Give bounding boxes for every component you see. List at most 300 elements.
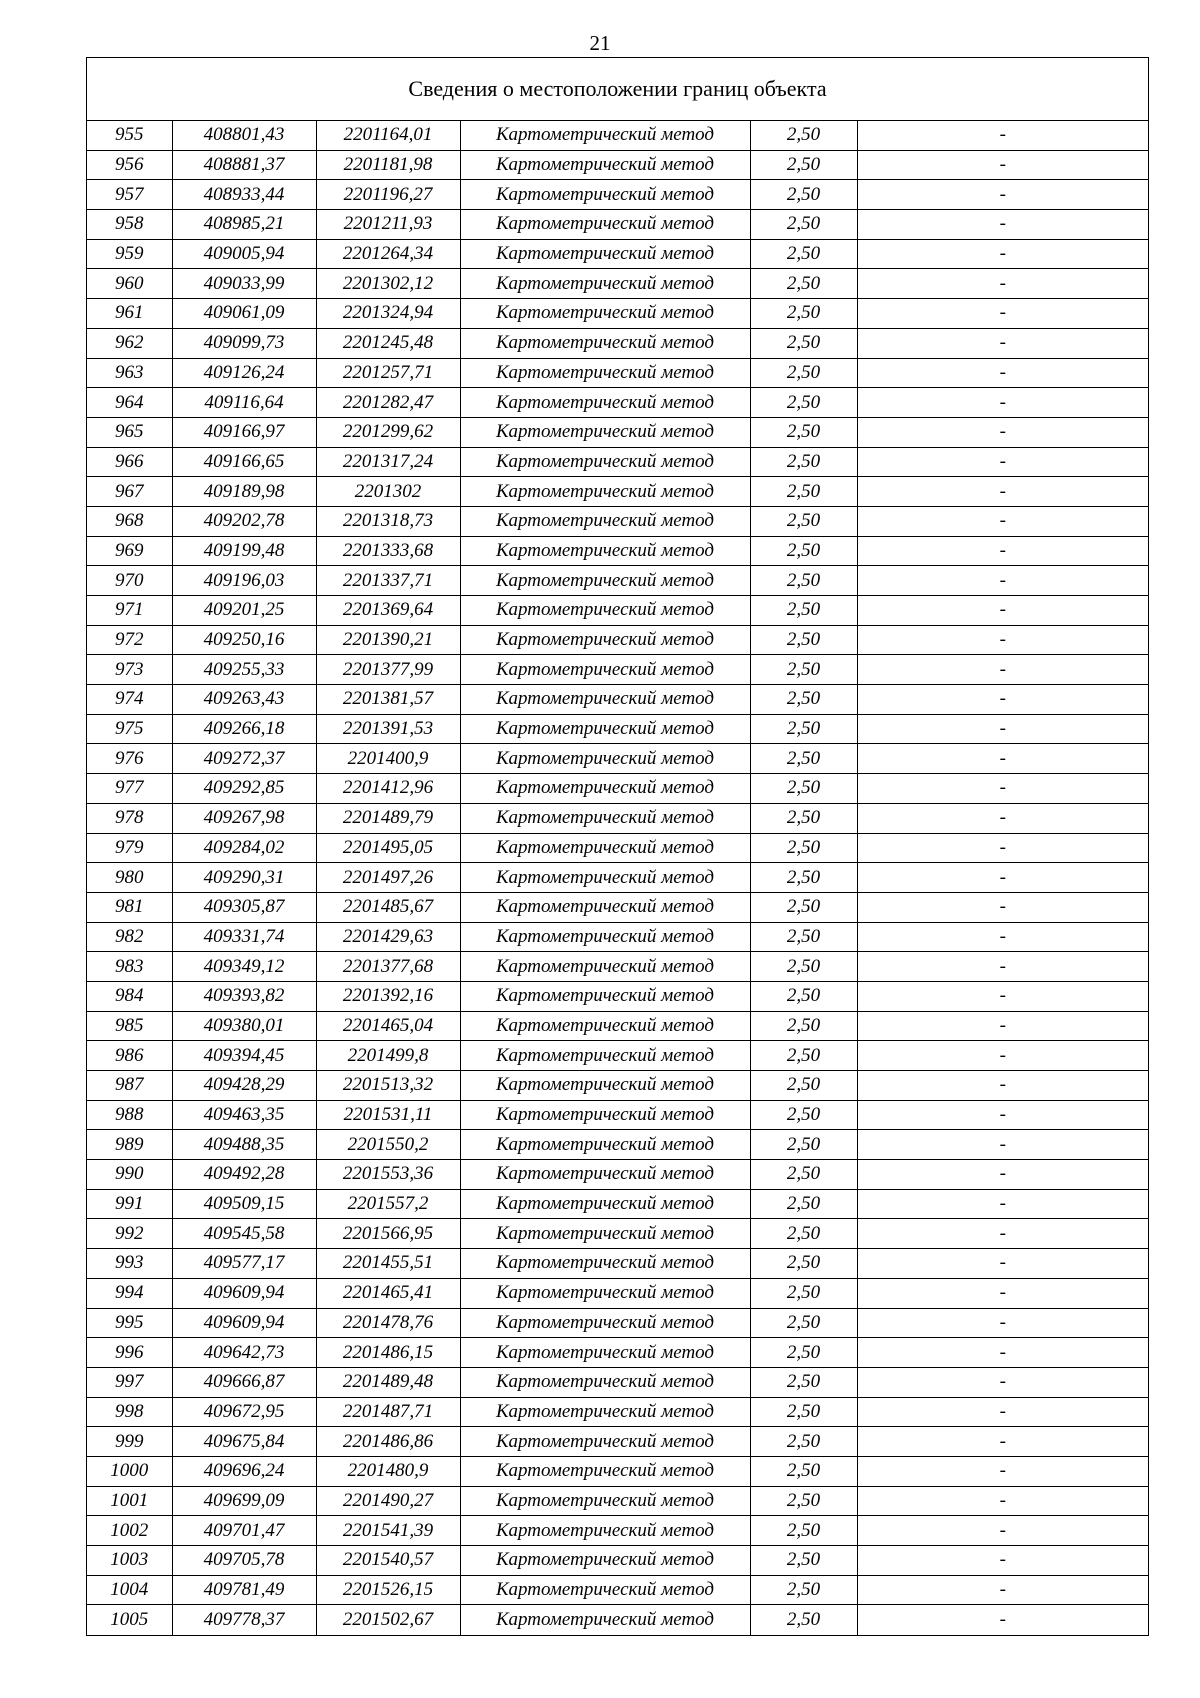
method-cell: Картометрический метод	[460, 150, 750, 180]
point-number-cell: 963	[87, 358, 172, 388]
point-number-cell: 980	[87, 863, 172, 893]
accuracy-cell: 2,50	[750, 981, 857, 1011]
x-coordinate-cell: 409696,24	[172, 1456, 316, 1486]
table-row	[87, 358, 1148, 388]
method-cell: Картометрический метод	[460, 388, 750, 418]
table-row	[87, 1189, 1148, 1219]
description-cell: -	[857, 1249, 1148, 1279]
boundary-table-frame	[86, 57, 1149, 1636]
table-row	[87, 1308, 1148, 1338]
table-row	[87, 952, 1148, 982]
y-coordinate-cell: 2201164,01	[316, 121, 460, 151]
description-cell: -	[857, 210, 1148, 240]
x-coordinate-cell: 409577,17	[172, 1249, 316, 1279]
method-cell: Картометрический метод	[460, 744, 750, 774]
table-row	[87, 269, 1148, 299]
accuracy-cell: 2,50	[750, 1427, 857, 1457]
y-coordinate-cell: 2201455,51	[316, 1249, 460, 1279]
description-cell: -	[857, 1189, 1148, 1219]
table-row	[87, 1278, 1148, 1308]
table-row	[87, 922, 1148, 952]
description-cell: -	[857, 1160, 1148, 1190]
table-row	[87, 1160, 1148, 1190]
x-coordinate-cell: 409005,94	[172, 239, 316, 269]
x-coordinate-cell: 409609,94	[172, 1278, 316, 1308]
point-number-cell: 955	[87, 121, 172, 151]
point-number-cell: 991	[87, 1189, 172, 1219]
y-coordinate-cell: 2201541,39	[316, 1516, 460, 1546]
x-coordinate-cell: 409393,82	[172, 981, 316, 1011]
x-coordinate-cell: 409705,78	[172, 1546, 316, 1576]
y-coordinate-cell: 2201566,95	[316, 1219, 460, 1249]
x-coordinate-cell: 409488,35	[172, 1130, 316, 1160]
point-number-cell: 995	[87, 1308, 172, 1338]
table-row	[87, 1605, 1148, 1635]
point-number-cell: 981	[87, 892, 172, 922]
point-number-cell: 990	[87, 1160, 172, 1190]
accuracy-cell: 2,50	[750, 685, 857, 715]
description-cell: -	[857, 863, 1148, 893]
table-row	[87, 180, 1148, 210]
point-number-cell: 1001	[87, 1486, 172, 1516]
table-body	[87, 121, 1148, 1635]
y-coordinate-cell: 2201485,67	[316, 892, 460, 922]
table-row	[87, 1041, 1148, 1071]
accuracy-cell: 2,50	[750, 596, 857, 626]
description-cell: -	[857, 1397, 1148, 1427]
point-number-cell: 983	[87, 952, 172, 982]
point-number-cell: 987	[87, 1071, 172, 1101]
y-coordinate-cell: 2201245,48	[316, 328, 460, 358]
accuracy-cell: 2,50	[750, 269, 857, 299]
accuracy-cell: 2,50	[750, 1130, 857, 1160]
description-cell: -	[857, 833, 1148, 863]
table-row	[87, 1456, 1148, 1486]
point-number-cell: 979	[87, 833, 172, 863]
method-cell: Картометрический метод	[460, 477, 750, 507]
y-coordinate-cell: 2201318,73	[316, 506, 460, 536]
accuracy-cell: 2,50	[750, 506, 857, 536]
table-row	[87, 536, 1148, 566]
x-coordinate-cell: 409675,84	[172, 1427, 316, 1457]
method-cell: Картометрический метод	[460, 1456, 750, 1486]
table-row	[87, 892, 1148, 922]
method-cell: Картометрический метод	[460, 1338, 750, 1368]
accuracy-cell: 2,50	[750, 1308, 857, 1338]
table-row	[87, 417, 1148, 447]
y-coordinate-cell: 2201486,86	[316, 1427, 460, 1457]
point-number-cell: 977	[87, 774, 172, 804]
y-coordinate-cell: 2201487,71	[316, 1397, 460, 1427]
table-row	[87, 744, 1148, 774]
x-coordinate-cell: 409166,97	[172, 417, 316, 447]
x-coordinate-cell: 409349,12	[172, 952, 316, 982]
description-cell: -	[857, 1516, 1148, 1546]
method-cell: Картометрический метод	[460, 239, 750, 269]
x-coordinate-cell: 409492,28	[172, 1160, 316, 1190]
table-row	[87, 655, 1148, 685]
description-cell: -	[857, 1041, 1148, 1071]
accuracy-cell: 2,50	[750, 536, 857, 566]
x-coordinate-cell: 409061,09	[172, 299, 316, 329]
y-coordinate-cell: 2201513,32	[316, 1071, 460, 1101]
accuracy-cell: 2,50	[750, 774, 857, 804]
point-number-cell: 967	[87, 477, 172, 507]
table-row	[87, 328, 1148, 358]
y-coordinate-cell: 2201391,53	[316, 714, 460, 744]
table-row	[87, 506, 1148, 536]
y-coordinate-cell: 2201282,47	[316, 388, 460, 418]
accuracy-cell: 2,50	[750, 447, 857, 477]
description-cell: -	[857, 358, 1148, 388]
accuracy-cell: 2,50	[750, 1249, 857, 1279]
x-coordinate-cell: 409463,35	[172, 1100, 316, 1130]
y-coordinate-cell: 2201302	[316, 477, 460, 507]
x-coordinate-cell: 409778,37	[172, 1605, 316, 1635]
y-coordinate-cell: 2201317,24	[316, 447, 460, 477]
method-cell: Картометрический метод	[460, 625, 750, 655]
table-row	[87, 1427, 1148, 1457]
method-cell: Картометрический метод	[460, 1605, 750, 1635]
accuracy-cell: 2,50	[750, 803, 857, 833]
description-cell: -	[857, 774, 1148, 804]
description-cell: -	[857, 566, 1148, 596]
table-row	[87, 1219, 1148, 1249]
description-cell: -	[857, 1367, 1148, 1397]
table-row	[87, 863, 1148, 893]
description-cell: -	[857, 1546, 1148, 1576]
description-cell: -	[857, 477, 1148, 507]
accuracy-cell: 2,50	[750, 121, 857, 151]
y-coordinate-cell: 2201211,93	[316, 210, 460, 240]
accuracy-cell: 2,50	[750, 1219, 857, 1249]
table-row	[87, 685, 1148, 715]
description-cell: -	[857, 596, 1148, 626]
accuracy-cell: 2,50	[750, 1160, 857, 1190]
table-row	[87, 625, 1148, 655]
table-row	[87, 1338, 1148, 1368]
y-coordinate-cell: 2201429,63	[316, 922, 460, 952]
point-number-cell: 993	[87, 1249, 172, 1279]
x-coordinate-cell: 409126,24	[172, 358, 316, 388]
y-coordinate-cell: 2201324,94	[316, 299, 460, 329]
table-row	[87, 477, 1148, 507]
method-cell: Картометрический метод	[460, 1516, 750, 1546]
description-cell: -	[857, 1456, 1148, 1486]
accuracy-cell: 2,50	[750, 1546, 857, 1576]
x-coordinate-cell: 409428,29	[172, 1071, 316, 1101]
accuracy-cell: 2,50	[750, 744, 857, 774]
description-cell: -	[857, 1100, 1148, 1130]
method-cell: Картометрический метод	[460, 1397, 750, 1427]
point-number-cell: 1004	[87, 1575, 172, 1605]
description-cell: -	[857, 892, 1148, 922]
y-coordinate-cell: 2201390,21	[316, 625, 460, 655]
table-row	[87, 1486, 1148, 1516]
description-cell: -	[857, 447, 1148, 477]
accuracy-cell: 2,50	[750, 1516, 857, 1546]
x-coordinate-cell: 409284,02	[172, 833, 316, 863]
method-cell: Картометрический метод	[460, 1100, 750, 1130]
accuracy-cell: 2,50	[750, 625, 857, 655]
accuracy-cell: 2,50	[750, 180, 857, 210]
description-cell: -	[857, 981, 1148, 1011]
method-cell: Картометрический метод	[460, 1367, 750, 1397]
x-coordinate-cell: 408933,44	[172, 180, 316, 210]
method-cell: Картометрический метод	[460, 1308, 750, 1338]
point-number-cell: 969	[87, 536, 172, 566]
description-cell: -	[857, 150, 1148, 180]
method-cell: Картометрический метод	[460, 1486, 750, 1516]
x-coordinate-cell: 408881,37	[172, 150, 316, 180]
table-row	[87, 150, 1148, 180]
x-coordinate-cell: 409290,31	[172, 863, 316, 893]
x-coordinate-cell: 409250,16	[172, 625, 316, 655]
y-coordinate-cell: 2201465,41	[316, 1278, 460, 1308]
description-cell: -	[857, 1338, 1148, 1368]
method-cell: Картометрический метод	[460, 328, 750, 358]
accuracy-cell: 2,50	[750, 1278, 857, 1308]
y-coordinate-cell: 2201480,9	[316, 1456, 460, 1486]
description-cell: -	[857, 1605, 1148, 1635]
method-cell: Картометрический метод	[460, 685, 750, 715]
method-cell: Картометрический метод	[460, 892, 750, 922]
y-coordinate-cell: 2201502,67	[316, 1605, 460, 1635]
x-coordinate-cell: 409099,73	[172, 328, 316, 358]
table-row	[87, 1546, 1148, 1576]
description-cell: -	[857, 506, 1148, 536]
y-coordinate-cell: 2201526,15	[316, 1575, 460, 1605]
point-number-cell: 959	[87, 239, 172, 269]
x-coordinate-cell: 409201,25	[172, 596, 316, 626]
method-cell: Картометрический метод	[460, 447, 750, 477]
x-coordinate-cell: 409267,98	[172, 803, 316, 833]
x-coordinate-cell: 409202,78	[172, 506, 316, 536]
point-number-cell: 975	[87, 714, 172, 744]
point-number-cell: 976	[87, 744, 172, 774]
description-cell: -	[857, 239, 1148, 269]
point-number-cell: 999	[87, 1427, 172, 1457]
table-row	[87, 774, 1148, 804]
method-cell: Картометрический метод	[460, 121, 750, 151]
accuracy-cell: 2,50	[750, 417, 857, 447]
y-coordinate-cell: 2201299,62	[316, 417, 460, 447]
accuracy-cell: 2,50	[750, 922, 857, 952]
x-coordinate-cell: 409701,47	[172, 1516, 316, 1546]
method-cell: Картометрический метод	[460, 1041, 750, 1071]
y-coordinate-cell: 2201557,2	[316, 1189, 460, 1219]
table-row	[87, 1397, 1148, 1427]
x-coordinate-cell: 409116,64	[172, 388, 316, 418]
accuracy-cell: 2,50	[750, 1367, 857, 1397]
description-cell: -	[857, 744, 1148, 774]
point-number-cell: 962	[87, 328, 172, 358]
point-number-cell: 968	[87, 506, 172, 536]
point-number-cell: 978	[87, 803, 172, 833]
accuracy-cell: 2,50	[750, 1486, 857, 1516]
point-number-cell: 961	[87, 299, 172, 329]
point-number-cell: 996	[87, 1338, 172, 1368]
point-number-cell: 1002	[87, 1516, 172, 1546]
description-cell: -	[857, 299, 1148, 329]
accuracy-cell: 2,50	[750, 1605, 857, 1635]
table-row	[87, 833, 1148, 863]
accuracy-cell: 2,50	[750, 328, 857, 358]
method-cell: Картометрический метод	[460, 803, 750, 833]
y-coordinate-cell: 2201540,57	[316, 1546, 460, 1576]
accuracy-cell: 2,50	[750, 239, 857, 269]
y-coordinate-cell: 2201264,34	[316, 239, 460, 269]
description-cell: -	[857, 388, 1148, 418]
point-number-cell: 988	[87, 1100, 172, 1130]
y-coordinate-cell: 2201196,27	[316, 180, 460, 210]
method-cell: Картометрический метод	[460, 596, 750, 626]
table-row	[87, 1516, 1148, 1546]
accuracy-cell: 2,50	[750, 1338, 857, 1368]
point-number-cell: 985	[87, 1011, 172, 1041]
accuracy-cell: 2,50	[750, 210, 857, 240]
description-cell: -	[857, 952, 1148, 982]
x-coordinate-cell: 409272,37	[172, 744, 316, 774]
x-coordinate-cell: 409292,85	[172, 774, 316, 804]
x-coordinate-cell: 408801,43	[172, 121, 316, 151]
boundary-coordinates-table	[87, 58, 1148, 1635]
x-coordinate-cell: 409166,65	[172, 447, 316, 477]
x-coordinate-cell: 409666,87	[172, 1367, 316, 1397]
y-coordinate-cell: 2201377,99	[316, 655, 460, 685]
table-row	[87, 299, 1148, 329]
accuracy-cell: 2,50	[750, 892, 857, 922]
method-cell: Картометрический метод	[460, 1249, 750, 1279]
point-number-cell: 982	[87, 922, 172, 952]
table-row	[87, 447, 1148, 477]
x-coordinate-cell: 409672,95	[172, 1397, 316, 1427]
accuracy-cell: 2,50	[750, 566, 857, 596]
accuracy-cell: 2,50	[750, 388, 857, 418]
x-coordinate-cell: 409255,33	[172, 655, 316, 685]
accuracy-cell: 2,50	[750, 1011, 857, 1041]
method-cell: Картометрический метод	[460, 506, 750, 536]
x-coordinate-cell: 409609,94	[172, 1308, 316, 1338]
method-cell: Картометрический метод	[460, 1130, 750, 1160]
description-cell: -	[857, 1486, 1148, 1516]
method-cell: Картометрический метод	[460, 833, 750, 863]
y-coordinate-cell: 2201302,12	[316, 269, 460, 299]
accuracy-cell: 2,50	[750, 863, 857, 893]
description-cell: -	[857, 803, 1148, 833]
description-cell: -	[857, 1219, 1148, 1249]
point-number-cell: 956	[87, 150, 172, 180]
description-cell: -	[857, 685, 1148, 715]
table-row	[87, 981, 1148, 1011]
accuracy-cell: 2,50	[750, 1189, 857, 1219]
accuracy-cell: 2,50	[750, 714, 857, 744]
x-coordinate-cell: 409189,98	[172, 477, 316, 507]
x-coordinate-cell: 409545,58	[172, 1219, 316, 1249]
table-row	[87, 1249, 1148, 1279]
y-coordinate-cell: 2201490,27	[316, 1486, 460, 1516]
method-cell: Картометрический метод	[460, 655, 750, 685]
point-number-cell: 973	[87, 655, 172, 685]
x-coordinate-cell: 409781,49	[172, 1575, 316, 1605]
point-number-cell: 1000	[87, 1456, 172, 1486]
x-coordinate-cell: 409394,45	[172, 1041, 316, 1071]
x-coordinate-cell: 409266,18	[172, 714, 316, 744]
table-row	[87, 1367, 1148, 1397]
description-cell: -	[857, 121, 1148, 151]
table-row	[87, 566, 1148, 596]
y-coordinate-cell: 2201497,26	[316, 863, 460, 893]
accuracy-cell: 2,50	[750, 1071, 857, 1101]
accuracy-cell: 2,50	[750, 150, 857, 180]
y-coordinate-cell: 2201381,57	[316, 685, 460, 715]
x-coordinate-cell: 409331,74	[172, 922, 316, 952]
description-cell: -	[857, 269, 1148, 299]
method-cell: Картометрический метод	[460, 299, 750, 329]
table-row	[87, 1011, 1148, 1041]
method-cell: Картометрический метод	[460, 417, 750, 447]
point-number-cell: 1005	[87, 1605, 172, 1635]
point-number-cell: 986	[87, 1041, 172, 1071]
x-coordinate-cell: 409642,73	[172, 1338, 316, 1368]
accuracy-cell: 2,50	[750, 1397, 857, 1427]
description-cell: -	[857, 1278, 1148, 1308]
description-cell: -	[857, 1071, 1148, 1101]
accuracy-cell: 2,50	[750, 477, 857, 507]
method-cell: Картометрический метод	[460, 1219, 750, 1249]
y-coordinate-cell: 2201495,05	[316, 833, 460, 863]
point-number-cell: 957	[87, 180, 172, 210]
description-cell: -	[857, 714, 1148, 744]
point-number-cell: 965	[87, 417, 172, 447]
x-coordinate-cell: 409263,43	[172, 685, 316, 715]
accuracy-cell: 2,50	[750, 299, 857, 329]
description-cell: -	[857, 536, 1148, 566]
y-coordinate-cell: 2201392,16	[316, 981, 460, 1011]
point-number-cell: 971	[87, 596, 172, 626]
table-row	[87, 803, 1148, 833]
accuracy-cell: 2,50	[750, 833, 857, 863]
table-row	[87, 714, 1148, 744]
point-number-cell: 997	[87, 1367, 172, 1397]
method-cell: Картометрический метод	[460, 358, 750, 388]
point-number-cell: 1003	[87, 1546, 172, 1576]
method-cell: Картометрический метод	[460, 1071, 750, 1101]
y-coordinate-cell: 2201181,98	[316, 150, 460, 180]
y-coordinate-cell: 2201412,96	[316, 774, 460, 804]
table-row	[87, 388, 1148, 418]
y-coordinate-cell: 2201499,8	[316, 1041, 460, 1071]
method-cell: Картометрический метод	[460, 1427, 750, 1457]
y-coordinate-cell: 2201478,76	[316, 1308, 460, 1338]
x-coordinate-cell: 409305,87	[172, 892, 316, 922]
accuracy-cell: 2,50	[750, 1575, 857, 1605]
description-cell: -	[857, 1427, 1148, 1457]
x-coordinate-cell: 409509,15	[172, 1189, 316, 1219]
method-cell: Картометрический метод	[460, 922, 750, 952]
description-cell: -	[857, 417, 1148, 447]
point-number-cell: 984	[87, 981, 172, 1011]
x-coordinate-cell: 408985,21	[172, 210, 316, 240]
x-coordinate-cell: 409033,99	[172, 269, 316, 299]
y-coordinate-cell: 2201333,68	[316, 536, 460, 566]
description-cell: -	[857, 1575, 1148, 1605]
accuracy-cell: 2,50	[750, 1100, 857, 1130]
description-cell: -	[857, 180, 1148, 210]
x-coordinate-cell: 409196,03	[172, 566, 316, 596]
point-number-cell: 972	[87, 625, 172, 655]
x-coordinate-cell: 409380,01	[172, 1011, 316, 1041]
